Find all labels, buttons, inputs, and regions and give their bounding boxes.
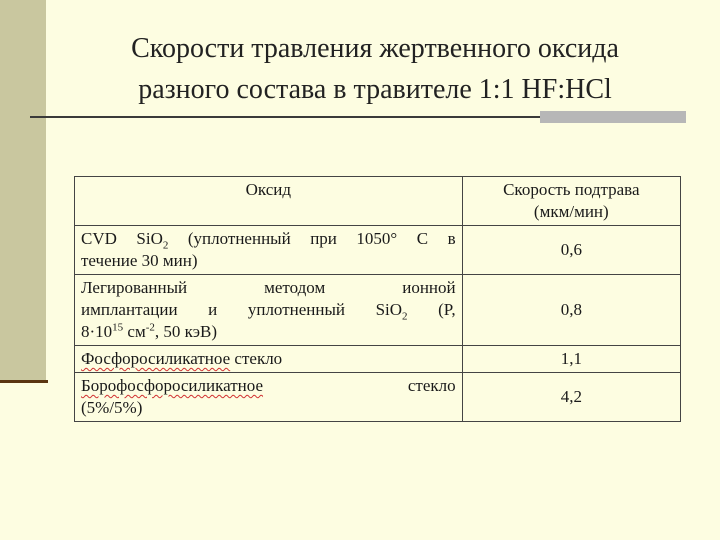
- left-decorative-bar: [0, 0, 46, 382]
- spellcheck-word: Фосфоросиликатное: [81, 349, 231, 368]
- header-oxide: Оксид: [75, 177, 463, 226]
- title-divider-accent: [540, 111, 686, 123]
- spellcheck-word: Борофосфоросиликатное: [81, 376, 264, 395]
- table-row: [75, 373, 681, 422]
- header-rate: Скорость подтрава (мкм/мин): [462, 177, 680, 226]
- title-divider: [30, 116, 540, 118]
- oxide-cell: CVD SiO$_2$ (уплотненный при 1050° С в течение 30 мин): [75, 226, 463, 275]
- table-row: [75, 226, 681, 275]
- left-bar-underline: [0, 380, 48, 383]
- table-row: [75, 275, 681, 346]
- rate-cell: 0,8: [462, 275, 680, 346]
- oxide-cell: Фосфоросиликатное стекло: [75, 346, 463, 373]
- oxide-cell: Борофосфоросиликатное стекло (5%/5%): [75, 373, 463, 422]
- title-line-1: Скорости травления жертвенного оксида: [131, 33, 619, 64]
- table-row: [75, 346, 681, 373]
- title-line-2: разного состава в травителе 1:1 HF:HCl: [138, 74, 612, 105]
- rate-cell: 4,2: [462, 373, 680, 422]
- rate-cell: 1,1: [462, 346, 680, 373]
- rate-cell: 0,6: [462, 226, 680, 275]
- slide-title: [70, 28, 680, 110]
- etch-rate-table: [74, 176, 681, 422]
- oxide-cell: Легированный методом ионной имплантации и уплотненный SiO$_2$ (P, $8\cdot 10^{15}$ $см^{-2}$, 50 кэВ): [75, 275, 463, 346]
- table-header-row: [75, 177, 681, 226]
